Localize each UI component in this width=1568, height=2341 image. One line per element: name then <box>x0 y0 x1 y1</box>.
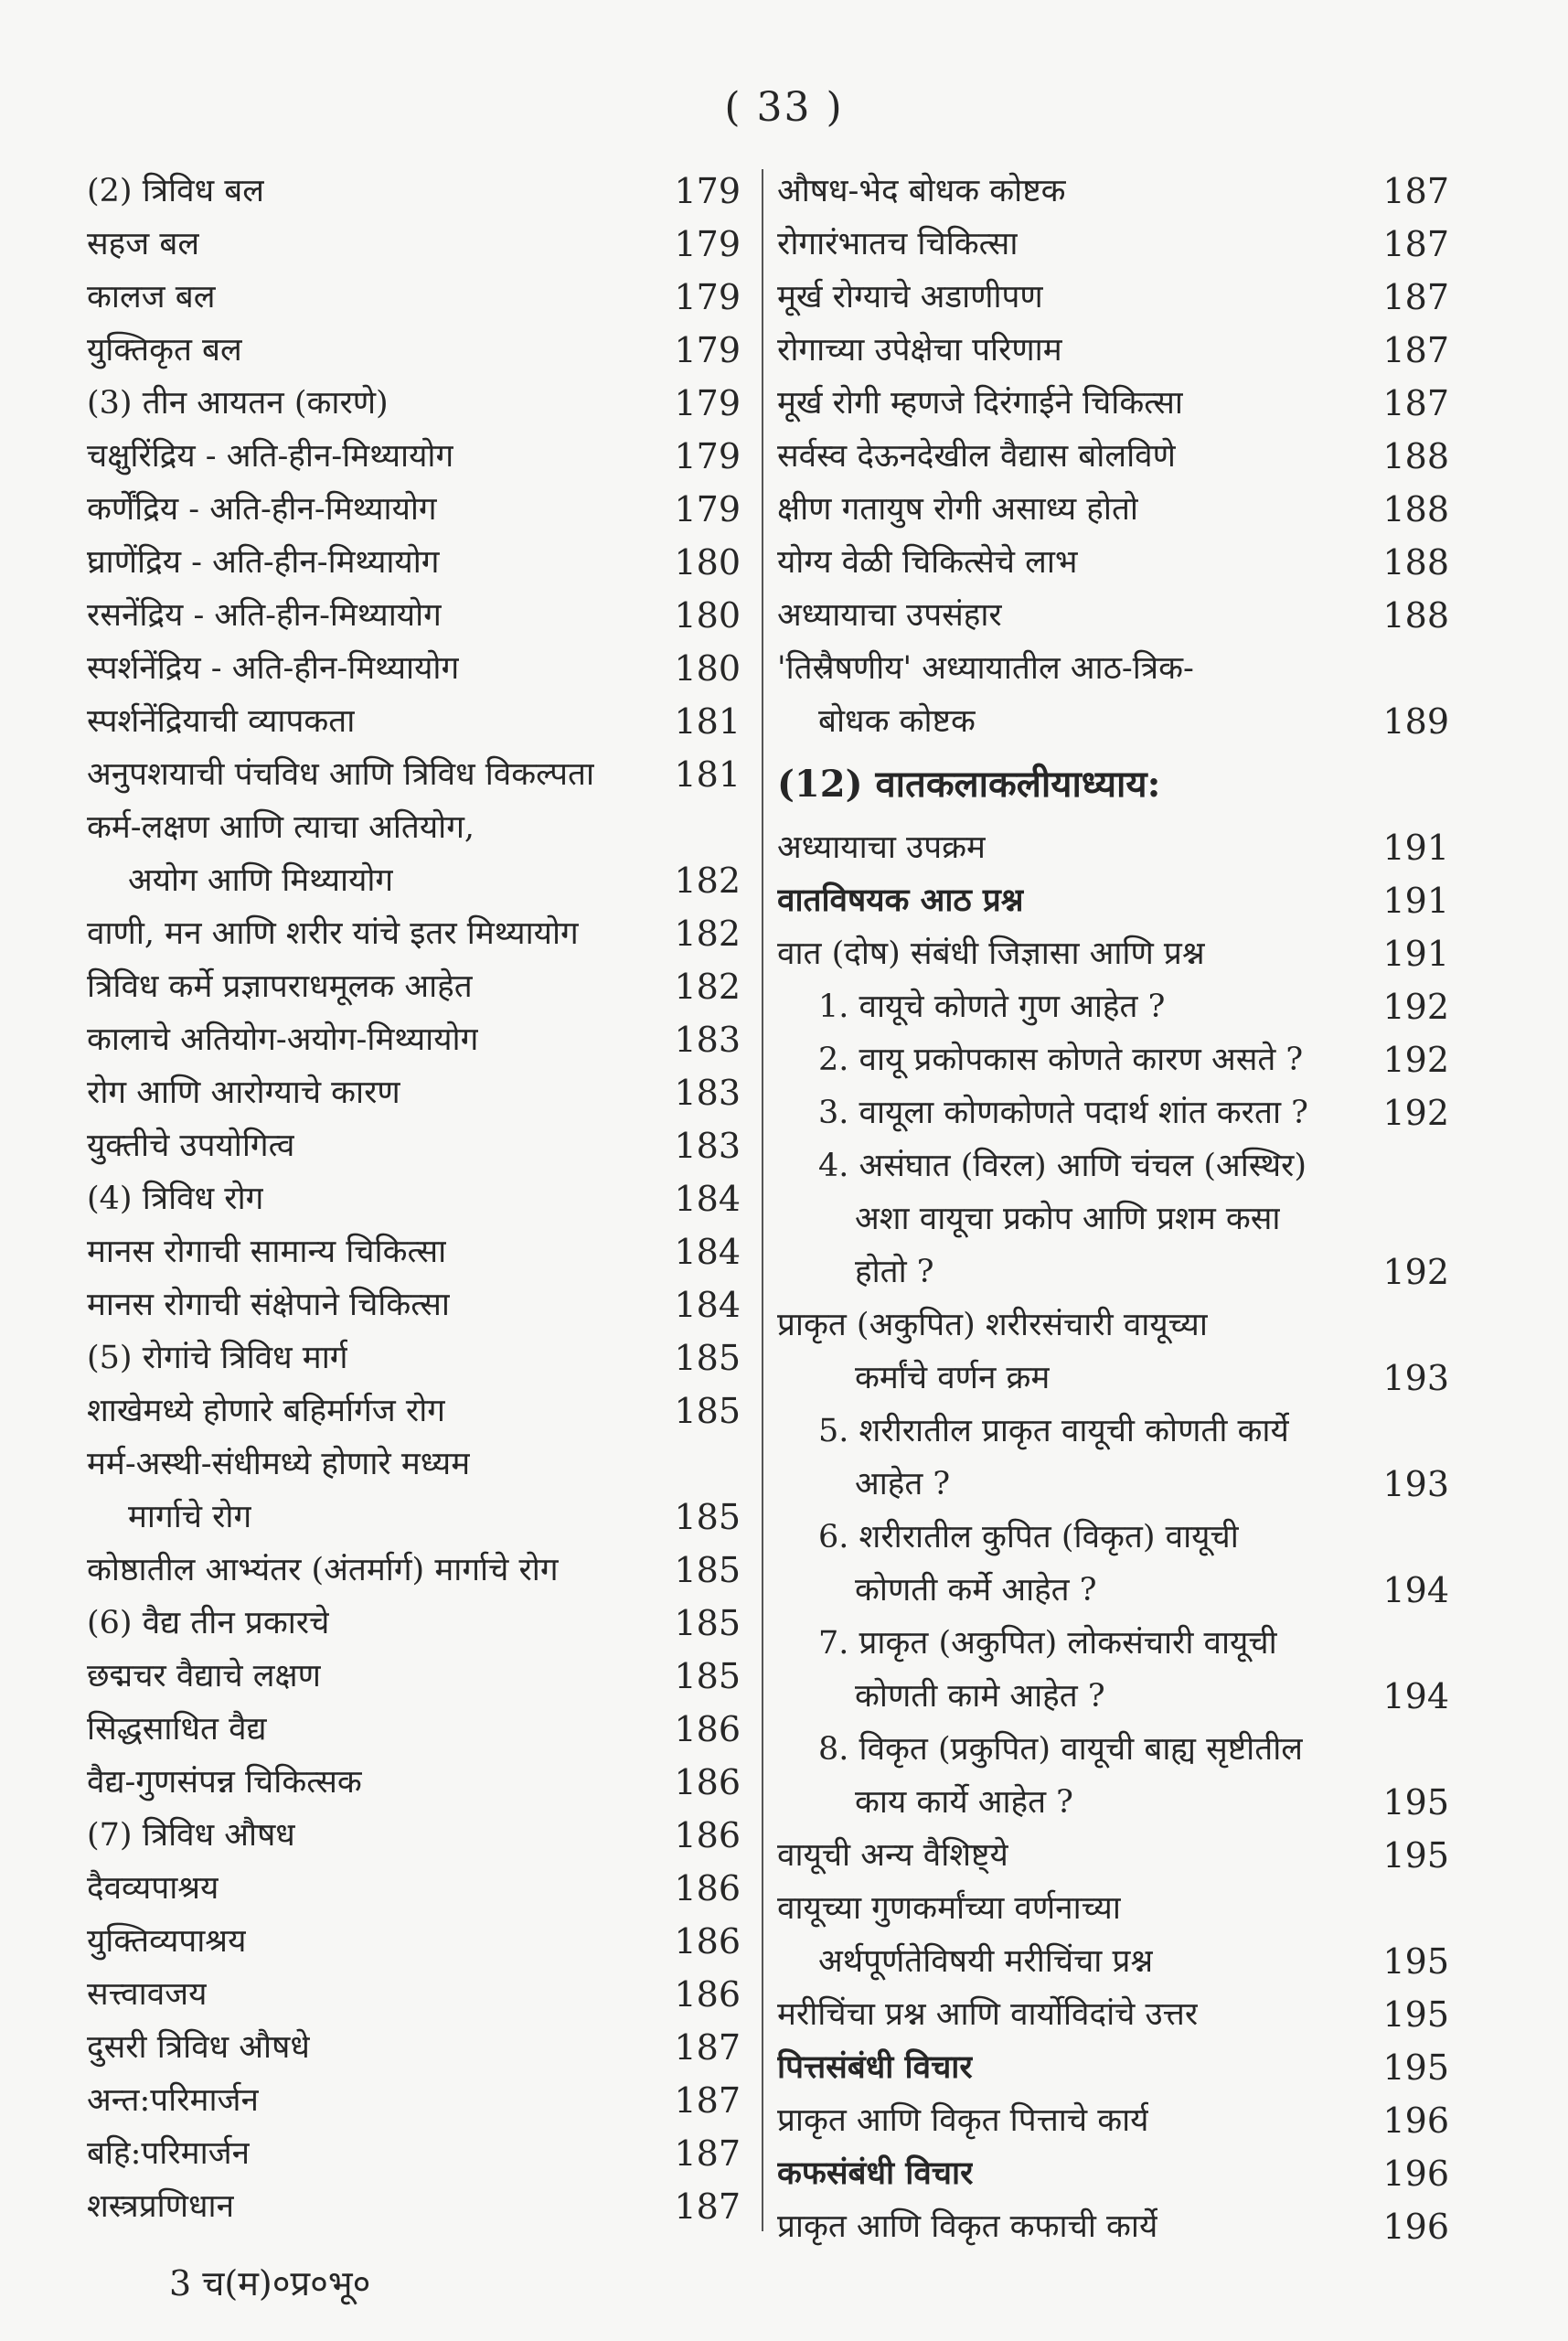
toc-entry <box>87 960 741 1013</box>
toc-entry-page: 180 <box>674 595 741 636</box>
toc-entry-title: मार्गाचे रोग <box>128 1499 252 1535</box>
toc-entry-page: 179 <box>674 330 741 370</box>
toc-entry-title: प्राकृत (अकुपित) शरीरसंचारी वायूच्या <box>777 1307 1208 1343</box>
toc-entry <box>777 1829 1449 1882</box>
toc-entry-title: 2. वायू प्रकोपकास कोणते कारण असते ? <box>818 1042 1304 1078</box>
toc-right-column <box>777 165 1449 2253</box>
toc-entry-title: घ्राणेंद्रिय - अति-हीन-मिथ्यायोग <box>87 544 440 581</box>
toc-entry-title: रसनेंद्रिय - अति-हीन-मिथ्यायोग <box>87 597 442 634</box>
toc-entry <box>87 483 741 536</box>
toc-entry-title: सहज बल <box>87 226 200 262</box>
toc-entry-title: अनुपशयाची पंचविध आणि त्रिविध विकल्पता <box>87 756 595 793</box>
toc-entry-page: 186 <box>674 1709 741 1749</box>
toc-entry-title: सत्त्वावजय <box>87 1976 208 2013</box>
toc-entry <box>777 1352 1449 1405</box>
toc-entry-page: 187 <box>1382 224 1449 264</box>
toc-entry-title: अन्त:परिमार्जन <box>87 2082 259 2119</box>
toc-entry-title: प्राकृत आणि विकृत पित्ताचे कार्य <box>777 2102 1149 2139</box>
toc-entry <box>87 2127 741 2180</box>
toc-entry-title: मूर्ख रोग्याचे अडाणीपण <box>777 279 1043 315</box>
toc-entry-page: 179 <box>674 383 741 423</box>
toc-entry-page: 195 <box>1382 1994 1449 2035</box>
toc-entry-page: 195 <box>1382 1835 1449 1876</box>
toc-entry <box>777 1935 1449 1988</box>
toc-entry-title: त्रिविध कर्मे प्रज्ञापराधमूलक आहेत <box>87 968 473 1005</box>
toc-entry-page: 186 <box>674 1921 741 1962</box>
toc-entry <box>87 536 741 589</box>
toc-entry <box>87 1278 741 1331</box>
toc-entry-page: 194 <box>1382 1676 1449 1716</box>
toc-entry-title: 5. शरीरातील प्राकृत वायूची कोणती कार्ये <box>818 1413 1289 1449</box>
toc-entry-page: 196 <box>1382 2100 1449 2141</box>
toc-entry <box>777 483 1449 536</box>
toc-entry <box>777 1564 1449 1617</box>
toc-entry-page: 193 <box>1382 1464 1449 1504</box>
toc-entry <box>777 1723 1449 1776</box>
toc-entry-title: क्षीण गतायुष रोगी असाध्य होतो <box>777 491 1138 528</box>
toc-entry <box>87 1915 741 1968</box>
toc-entry-page: 187 <box>1382 171 1449 211</box>
toc-entry-title: होतो ? <box>855 1254 934 1290</box>
toc-entry-title: कर्म-लक्षण आणि त्याचा अतियोग, <box>87 809 475 846</box>
toc-entry <box>87 1597 741 1650</box>
toc-entry-title: रोगाच्या उपेक्षेचा परिणाम <box>777 332 1062 369</box>
toc-entry <box>87 1119 741 1172</box>
toc-entry-title: (5) रोगांचे त्रिविध मार्ग <box>87 1340 348 1376</box>
toc-entry-title: रोगारंभातच चिकित्सा <box>777 226 1019 262</box>
toc-entry-page: 181 <box>674 701 741 742</box>
toc-entry-page: 188 <box>1382 595 1449 636</box>
toc-entry <box>777 1458 1449 1511</box>
toc-entry <box>777 821 1449 874</box>
toc-entry-page: 185 <box>674 1656 741 1696</box>
toc-entry <box>87 1438 741 1491</box>
toc-entry-title: काय कार्ये आहेत ? <box>855 1784 1073 1821</box>
toc-entry-title: दैवव्यपाश्रय <box>87 1870 219 1907</box>
toc-entry <box>87 218 741 271</box>
toc-entry <box>87 377 741 430</box>
toc-entry-page: 185 <box>674 1550 741 1590</box>
toc-entry <box>777 218 1449 271</box>
toc-entry <box>777 980 1449 1033</box>
toc-entry <box>777 536 1449 589</box>
toc-entry-page: 187 <box>674 2133 741 2174</box>
toc-entry-page: 191 <box>1382 881 1449 921</box>
toc-entry-title: 1. वायूचे कोणते गुण आहेत ? <box>818 989 1166 1025</box>
toc-entry-page: 183 <box>674 1126 741 1166</box>
toc-entry <box>87 1172 741 1225</box>
toc-entry <box>87 2074 741 2127</box>
toc-chapter-heading <box>777 748 1449 821</box>
toc-entry-title: वैद्य-गुणसंपन्न चिकित्सक <box>87 1764 362 1801</box>
toc-entry-page: 179 <box>674 436 741 476</box>
toc-entry <box>87 748 741 801</box>
toc-entry-page: 193 <box>1382 1358 1449 1398</box>
toc-entry-page: 180 <box>674 648 741 689</box>
toc-entry-title: सिद्धसाधित वैद्य <box>87 1711 267 1748</box>
toc-entry-page: 191 <box>1382 828 1449 868</box>
toc-entry-page: 186 <box>674 1868 741 1908</box>
toc-entry-title: कोणती कर्मे आहेत ? <box>855 1572 1097 1609</box>
toc-entry-page: 185 <box>674 1497 741 1537</box>
toc-entry <box>777 1245 1449 1299</box>
toc-entry-title: वायूच्या गुणकर्मांच्या वर्णनाच्या <box>777 1890 1121 1927</box>
toc-entry <box>777 1670 1449 1723</box>
toc-entry-page: 188 <box>1382 436 1449 476</box>
toc-entry-page: 192 <box>1382 1040 1449 1080</box>
toc-entry-title: कालज बल <box>87 279 216 315</box>
toc-entry-page: 186 <box>674 1762 741 1802</box>
toc-entry <box>777 1139 1449 1192</box>
toc-entry-title: (3) तीन आयतन (कारणे) <box>87 385 389 422</box>
toc-entry <box>777 2200 1449 2253</box>
toc-entry-title: वायूची अन्य वैशिष्ट्ये <box>777 1837 1008 1874</box>
toc-entry <box>87 1225 741 1278</box>
toc-entry <box>777 927 1449 980</box>
page-number: ( 33 ) <box>724 84 844 131</box>
toc-entry-title: 7. प्राकृत (अकुपित) लोकसंचारी वायूची <box>818 1625 1277 1662</box>
toc-entry <box>87 1703 741 1756</box>
toc-entry <box>777 377 1449 430</box>
toc-entry <box>87 1862 741 1915</box>
toc-entry <box>87 642 741 695</box>
toc-entry <box>777 1033 1449 1086</box>
toc-entry <box>87 589 741 642</box>
toc-entry-title: दुसरी त्रिविध औषधे <box>87 2029 310 2066</box>
toc-entry-title: शस्त्रप्रणिधान <box>87 2188 235 2225</box>
toc-entry-page: 187 <box>1382 383 1449 423</box>
toc-entry <box>777 2094 1449 2147</box>
toc-entry <box>777 2041 1449 2094</box>
toc-entry <box>87 1650 741 1703</box>
toc-entry-page: 192 <box>1382 1252 1449 1292</box>
column-divider <box>762 169 763 2231</box>
toc-entry-title: मरीचिंचा प्रश्न आणि वार्योविदांचे उत्तर <box>777 1996 1199 2033</box>
toc-entry <box>87 907 741 960</box>
toc-entry-title: मूर्ख रोगी म्हणजे दिरंगाईने चिकित्सा <box>777 385 1183 422</box>
toc-entry-page: 192 <box>1382 1093 1449 1133</box>
toc-entry-page: 189 <box>1382 701 1449 742</box>
toc-entry-title: रोग आणि आरोग्याचे कारण <box>87 1074 400 1111</box>
toc-entry-page: 184 <box>674 1179 741 1219</box>
toc-entry-title: बोधक कोष्टक <box>818 703 976 740</box>
toc-entry <box>777 589 1449 642</box>
toc-entry-page: 179 <box>674 224 741 264</box>
toc-entry <box>87 1013 741 1066</box>
toc-entry <box>87 1384 741 1438</box>
toc-entry-title: स्पर्शनेंद्रिय - अति-हीन-मिथ्यायोग <box>87 650 460 687</box>
toc-entry-title: कालाचे अतियोग-अयोग-मिथ्यायोग <box>87 1021 479 1058</box>
toc-entry-page: 179 <box>674 171 741 211</box>
toc-entry-title: सर्वस्व देऊनदेखील वैद्यास बोलविणे <box>777 438 1176 475</box>
toc-entry-title: 8. विकृत (प्रकुपित) वायूची बाह्य सृष्टीतील <box>818 1731 1303 1768</box>
toc-entry-title: छद्मचर वैद्याचे लक्षण <box>87 1658 321 1694</box>
toc-entry-page: 182 <box>674 967 741 1007</box>
toc-entry <box>777 1299 1449 1352</box>
toc-entry-page: 182 <box>674 914 741 954</box>
toc-entry <box>87 1491 741 1544</box>
toc-entry-title: योग्य वेळी चिकित्सेचे लाभ <box>777 544 1078 581</box>
toc-entry-title: कोष्ठातील आभ्यंतर (अंतर्मार्ग) मार्गाचे रोग <box>87 1552 559 1588</box>
toc-entry-page: 187 <box>1382 330 1449 370</box>
toc-entry <box>777 324 1449 377</box>
toc-entry-page: 180 <box>674 542 741 583</box>
toc-entry-title: 4. असंघात (विरल) आणि चंचल (अस्थिर) <box>818 1148 1307 1184</box>
toc-entry-page: 179 <box>674 489 741 529</box>
toc-entry <box>87 1756 741 1809</box>
toc-entry-title: 'तिस्रैषणीय' अध्यायातील आठ-त्रिक- <box>777 650 1194 687</box>
toc-entry-page: 186 <box>674 1815 741 1855</box>
toc-entry-title: (12) वातकलाकलीयाध्याय: <box>777 763 1161 806</box>
toc-entry-page: 183 <box>674 1073 741 1113</box>
toc-entry-title: अशा वायूचा प्रकोप आणि प्रशम कसा <box>855 1201 1281 1237</box>
toc-entry <box>87 801 741 854</box>
toc-entry-page: 179 <box>674 277 741 317</box>
toc-entry <box>777 430 1449 483</box>
toc-entry <box>777 1511 1449 1564</box>
toc-entry-page: 186 <box>674 1974 741 2015</box>
toc-entry <box>777 1617 1449 1670</box>
toc-entry-page: 188 <box>1382 542 1449 583</box>
toc-entry <box>87 1809 741 1862</box>
toc-entry-page: 184 <box>674 1285 741 1325</box>
toc-entry-title: पित्तसंबंधी विचार <box>777 2048 973 2086</box>
toc-entry-page: 185 <box>674 1391 741 1431</box>
toc-entry <box>777 1776 1449 1829</box>
toc-entry-title: शाखेमध्ये होणारे बहिर्मार्गज रोग <box>87 1393 445 1429</box>
toc-entry-title: 6. शरीरातील कुपित (विकृत) वायूची <box>818 1519 1239 1555</box>
toc-entry <box>87 271 741 324</box>
toc-entry <box>87 2021 741 2074</box>
toc-entry-title: बहि:परिमार्जन <box>87 2135 251 2172</box>
toc-entry-page: 187 <box>674 2080 741 2121</box>
toc-entry-title: प्राकृत आणि विकृत कफाची कार्ये <box>777 2208 1158 2245</box>
toc-entry-title: मानस रोगाची संक्षेपाने चिकित्सा <box>87 1287 450 1323</box>
toc-entry-page: 195 <box>1382 1941 1449 1982</box>
toc-entry-title: कर्णेंद्रिय - अति-हीन-मिथ्यायोग <box>87 491 437 528</box>
toc-entry-title: कर्मांचे वर्णन क्रम <box>855 1360 1051 1396</box>
toc-entry-page: 188 <box>1382 489 1449 529</box>
toc-entry-title: अध्यायाचा उपसंहार <box>777 597 1002 634</box>
toc-entry-title: अध्यायाचा उपक्रम <box>777 829 986 866</box>
toc-entry-title: वाणी, मन आणि शरीर यांचे इतर मिथ्यायोग <box>87 915 579 952</box>
toc-entry-title: (7) त्रिविध औषध <box>87 1817 295 1854</box>
toc-entry-title: मानस रोगाची सामान्य चिकित्सा <box>87 1234 447 1270</box>
toc-entry-title: अयोग आणि मिथ्यायोग <box>128 862 394 899</box>
toc-entry <box>777 695 1449 748</box>
toc-entry <box>777 874 1449 927</box>
toc-entry-page: 185 <box>674 1338 741 1378</box>
toc-entry-page: 187 <box>674 2027 741 2068</box>
toc-entry <box>777 271 1449 324</box>
toc-entry <box>777 1988 1449 2041</box>
toc-entry <box>87 430 741 483</box>
toc-entry-title: वातविषयक आठ प्रश्न <box>777 882 1024 919</box>
toc-entry-page: 195 <box>1382 1782 1449 1823</box>
toc-entry-title: औषध-भेद बोधक कोष्टक <box>777 173 1066 209</box>
toc-entry-page: 194 <box>1382 1570 1449 1610</box>
footer-signature: 3 च(म)०प्र०भू० <box>169 2263 371 2304</box>
toc-entry <box>777 642 1449 695</box>
toc-entry-page: 187 <box>674 2186 741 2227</box>
toc-entry <box>87 854 741 907</box>
toc-entry-title: अर्थपूर्णतेविषयी मरीचिंचा प्रश्न <box>818 1943 1154 1980</box>
toc-entry-title: युक्तीचे उपयोगित्व <box>87 1128 295 1164</box>
toc-entry-title: युक्तिव्यपाश्रय <box>87 1923 247 1960</box>
toc-entry <box>87 1066 741 1119</box>
toc-entry-page: 181 <box>674 754 741 795</box>
toc-entry <box>87 165 741 218</box>
toc-entry <box>87 1968 741 2021</box>
toc-entry-title: मर्म-अस्थी-संधीमध्ये होणारे मध्यम <box>87 1446 471 1482</box>
toc-entry <box>777 1192 1449 1245</box>
toc-entry-title: आहेत ? <box>855 1466 951 1502</box>
toc-entry <box>87 695 741 748</box>
toc-entry-title: 3. वायूला कोणकोणते पदार्थ शांत करता ? <box>818 1095 1308 1131</box>
toc-entry-title: (4) त्रिविध रोग <box>87 1181 264 1217</box>
toc-entry <box>777 165 1449 218</box>
toc-entry-title: कफसंबंधी विचार <box>777 2154 974 2192</box>
toc-entry <box>87 1544 741 1597</box>
toc-entry-page: 196 <box>1382 2207 1449 2247</box>
toc-entry <box>777 1405 1449 1458</box>
toc-entry <box>777 1086 1449 1139</box>
toc-entry-title: चक्षुरिंद्रिय - अति-हीन-मिथ्यायोग <box>87 438 454 475</box>
toc-entry-page: 187 <box>1382 277 1449 317</box>
toc-entry <box>777 1882 1449 1935</box>
toc-entry <box>777 2147 1449 2200</box>
toc-entry-page: 182 <box>674 861 741 901</box>
toc-entry-page: 196 <box>1382 2154 1449 2194</box>
toc-entry-title: युक्तिकृत बल <box>87 332 242 369</box>
toc-entry-title: स्पर्शनेंद्रियाची व्यापकता <box>87 703 356 740</box>
toc-entry-title: (2) त्रिविध बल <box>87 173 264 209</box>
toc-entry-title: (6) वैद्य तीन प्रकारचे <box>87 1605 330 1641</box>
toc-entry-title: कोणती कामे आहेत ? <box>855 1678 1105 1715</box>
toc-entry-page: 184 <box>674 1232 741 1272</box>
toc-entry-page: 195 <box>1382 2047 1449 2088</box>
toc-entry <box>87 1331 741 1384</box>
toc-entry-page: 191 <box>1382 934 1449 974</box>
toc-entry-title: वात (दोष) संबंधी जिज्ञासा आणि प्रश्न <box>777 935 1205 972</box>
toc-entry <box>87 2180 741 2233</box>
toc-entry <box>87 324 741 377</box>
toc-entry-page: 192 <box>1382 987 1449 1027</box>
toc-entry-page: 183 <box>674 1020 741 1060</box>
toc-entry-page: 185 <box>674 1603 741 1643</box>
toc-left-column <box>87 165 741 2233</box>
